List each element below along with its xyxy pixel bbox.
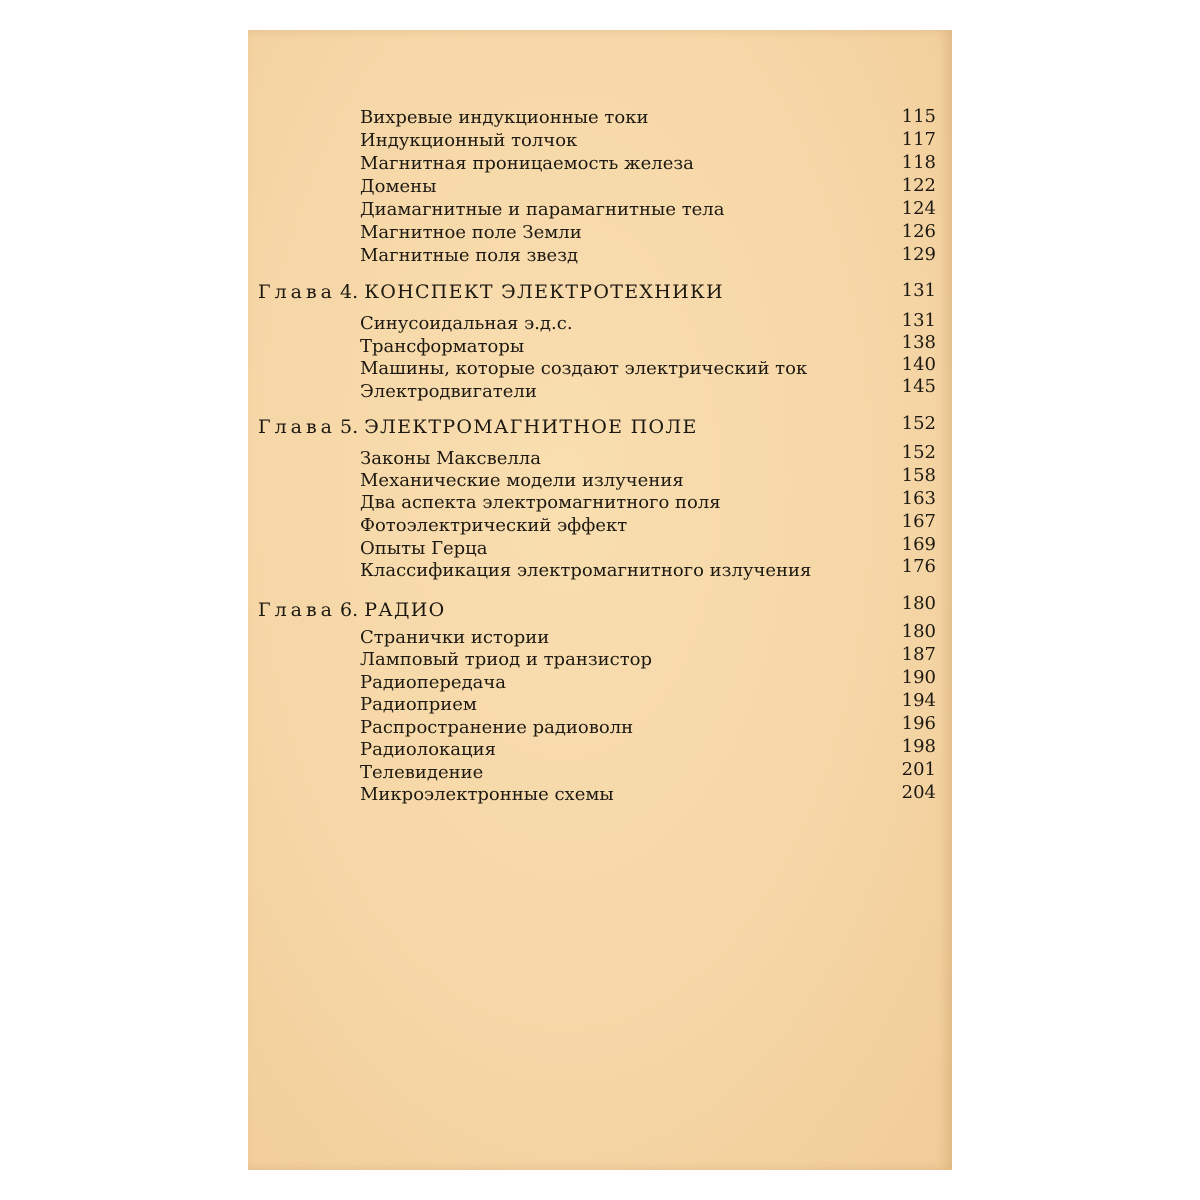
chapter-page: 131 xyxy=(901,280,936,301)
toc-entry-page: 138 xyxy=(901,332,936,353)
toc-entry-page: 190 xyxy=(901,667,936,688)
toc-entry-page: 158 xyxy=(901,465,936,486)
toc-entry-page: 198 xyxy=(901,736,936,757)
toc-entry-page: 129 xyxy=(901,244,936,265)
chapter-title: КОНСПЕКТ ЭЛЕКТРОТЕХНИКИ xyxy=(364,281,724,303)
toc-entry-page: 117 xyxy=(901,129,936,150)
chapter-number: 5. xyxy=(340,416,359,438)
toc-entry-title: Магнитное поле Земли xyxy=(360,222,582,243)
toc-entry-title: Магнитная проницаемость железа xyxy=(360,153,694,174)
toc-entry-page: 187 xyxy=(901,644,936,665)
toc-entry-title: Радиолокация xyxy=(360,739,496,760)
chapter-heading xyxy=(258,597,445,623)
chapter-heading xyxy=(258,279,724,305)
toc-entry-page: 124 xyxy=(901,198,936,219)
chapter-page: 180 xyxy=(901,593,936,614)
toc-entry-title: Телевидение xyxy=(360,762,484,783)
chapter-title: РАДИО xyxy=(364,599,446,621)
toc-entry-page: 115 xyxy=(901,106,936,127)
toc-entry-title: Законы Максвелла xyxy=(360,448,541,469)
toc-entry-title: Магнитные поля звезд xyxy=(360,245,579,266)
toc-entry-title: Микроэлектронные схемы xyxy=(360,784,614,805)
toc-entry-title: Домены xyxy=(360,176,437,197)
toc-entry-title: Ламповый триод и транзистор xyxy=(360,649,653,670)
toc-entry-title: Индукционный толчок xyxy=(360,130,578,151)
toc-entry-title: Трансформаторы xyxy=(360,336,525,357)
toc-entry-page: 180 xyxy=(901,621,936,642)
toc-entry-title: Машины, которые создают электрический ток xyxy=(360,358,808,379)
toc-entry-title: Два аспекта электромагнитного поля xyxy=(360,492,721,513)
toc-entry-title: Радиопередача xyxy=(360,672,507,693)
toc-entry-title: Синусоидальная э.д.с. xyxy=(360,313,573,334)
chapter-number: 4. xyxy=(340,281,359,303)
toc-entry-page: 196 xyxy=(901,713,936,734)
toc-entry-title: Радиоприем xyxy=(360,694,477,715)
toc-entry-page: 201 xyxy=(901,759,936,780)
toc-entry-title: Опыты Герца xyxy=(360,538,488,559)
toc-entry-page: 194 xyxy=(901,690,936,711)
toc-entry-title: Фотоэлектрический эффект xyxy=(360,515,628,536)
toc-entry-page: 118 xyxy=(901,152,936,173)
chapter-label: Глава xyxy=(258,599,337,621)
toc-entry-title: Электродвигатели xyxy=(360,381,537,402)
toc-entry-page: 204 xyxy=(901,782,936,803)
toc-entry-page: 163 xyxy=(901,488,936,509)
toc-entry-title: Механические модели излучения xyxy=(360,470,684,491)
chapter-label: Глава xyxy=(258,416,337,438)
toc-entry-page: 176 xyxy=(901,556,936,577)
toc-entry-page: 131 xyxy=(901,310,936,331)
toc-entry-title: Классификация электромагнитного излучения xyxy=(360,560,812,581)
toc-entry-page: 122 xyxy=(901,175,936,196)
chapter-title: ЭЛЕКТРОМАГНИТНОЕ ПОЛЕ xyxy=(364,416,698,438)
chapter-label: Глава xyxy=(258,281,337,303)
toc-entry-title: Диамагнитные и парамагнитные тела xyxy=(360,199,725,220)
toc-entry-page: 140 xyxy=(901,354,936,375)
chapter-page: 152 xyxy=(901,413,936,434)
toc-entry-title: Странички истории xyxy=(360,627,550,648)
chapter-number: 6. xyxy=(340,599,359,621)
chapter-heading xyxy=(258,414,698,440)
toc-entry-page: 126 xyxy=(901,221,936,242)
toc-entry-title: Распространение радиоволн xyxy=(360,717,634,738)
toc-entry-title: Вихревые индукционные токи xyxy=(360,107,649,128)
toc-entry-page: 152 xyxy=(901,442,936,463)
toc-entry-page: 145 xyxy=(901,376,936,397)
toc-entry-page: 167 xyxy=(901,511,936,532)
toc-entry-page: 169 xyxy=(901,534,936,555)
